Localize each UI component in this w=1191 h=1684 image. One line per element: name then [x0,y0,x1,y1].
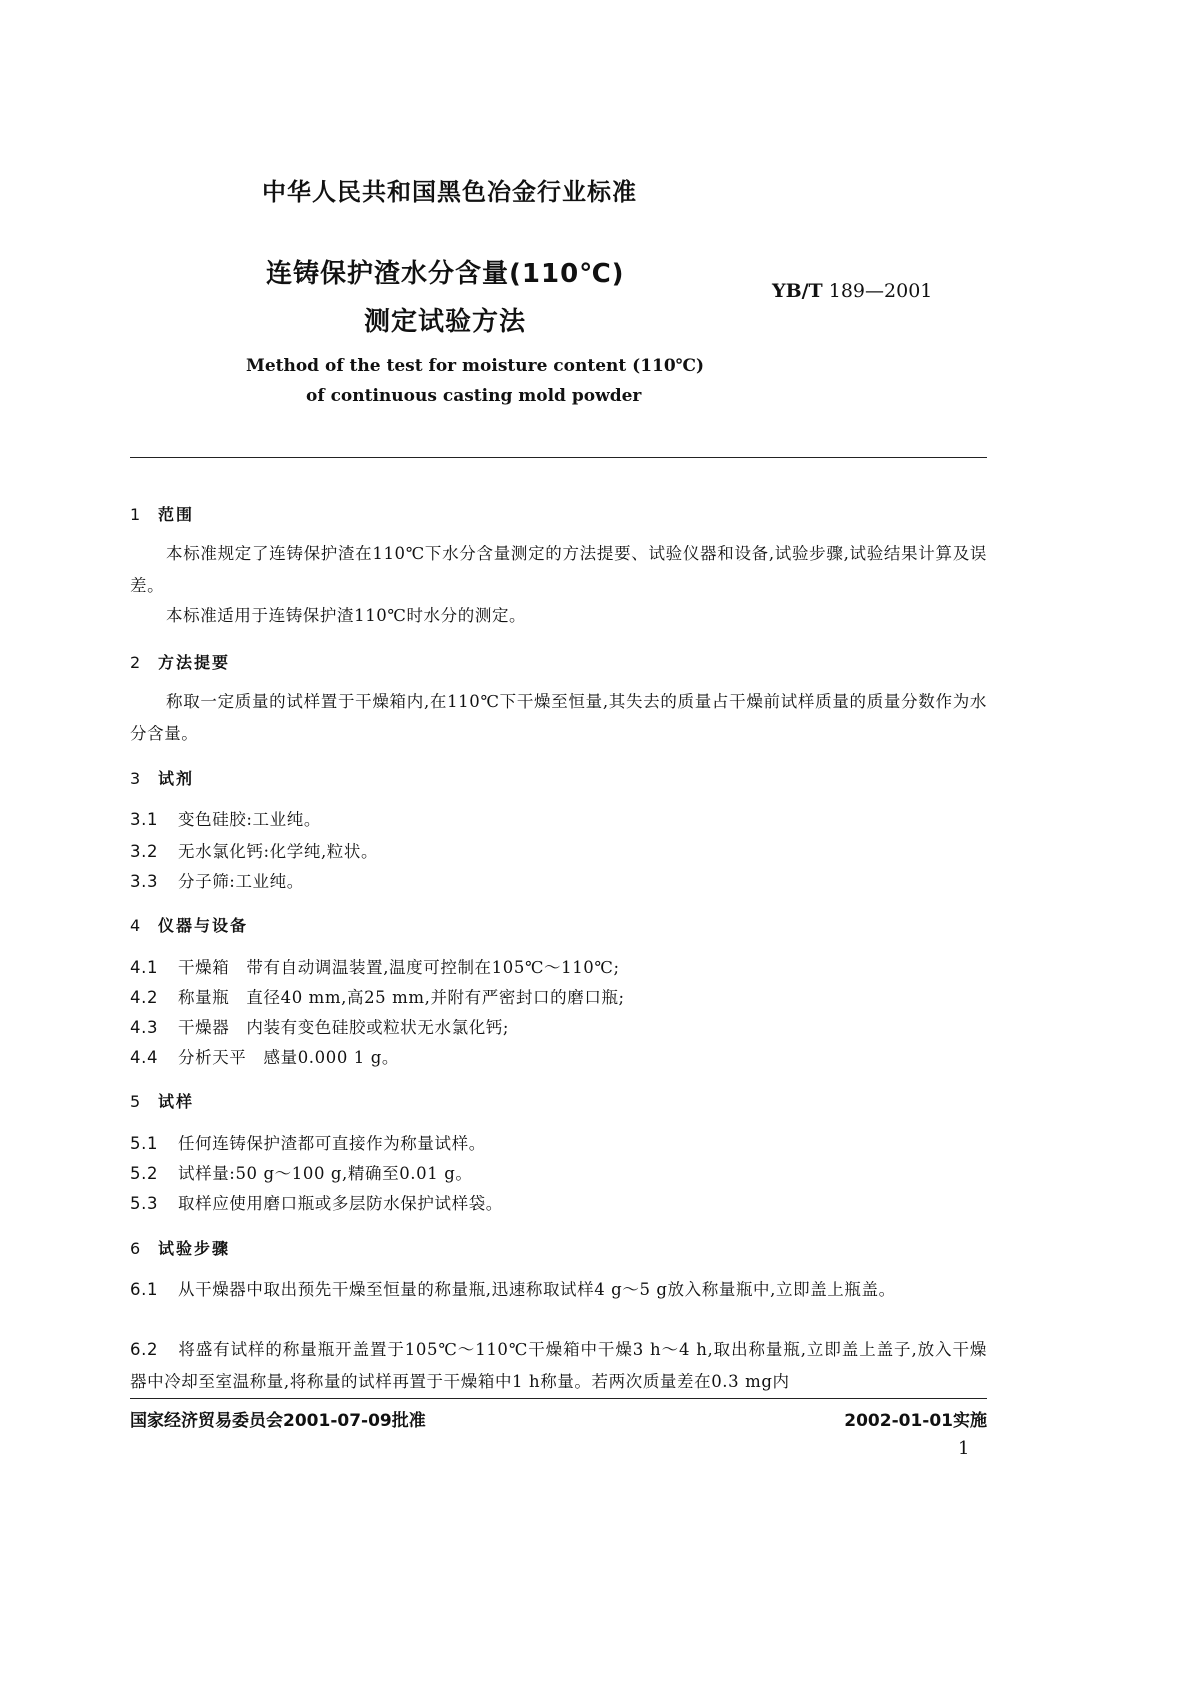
list-item [130,1042,987,1074]
footer-divider [130,1398,987,1399]
section-title: 方法提要 [158,653,231,672]
item-text: 任何连铸保护渣都可直接作为称量试样。 [178,1134,486,1153]
item-text: 分子筛:工业纯。 [178,872,304,891]
list-item [130,982,987,1014]
standard-prefix: YB/T [772,280,823,302]
item-number: 3.3 [130,872,159,891]
list-item [130,952,987,984]
approval-note: 国家经济贸易委员会2001-07-09批准 [130,1411,426,1431]
list-item [130,866,987,898]
header-divider [130,457,987,458]
list-item [130,1128,987,1160]
item-number: 5.2 [130,1164,159,1183]
title-cn-line1: 连铸保护渣水分含量(110℃) [266,259,625,289]
item-number: 4.1 [130,958,159,977]
section-number: 6 [130,1239,141,1258]
section-title: 试样 [158,1092,195,1111]
item-text: 试样量:50 g～100 g,精确至0.01 g。 [178,1164,473,1183]
item-text: 称量瓶 直径40 mm,高25 mm,并附有严密封口的磨口瓶; [178,988,625,1007]
page-number: 1 [958,1438,970,1459]
item-number: 6.1 [130,1280,159,1299]
list-item [130,804,987,836]
section-1-paragraph-2: 本标准适用于连铸保护渣110℃时水分的测定。 [166,606,527,625]
title-en-line1: Method of the test for moisture content (110℃) [246,356,705,376]
item-number: 4.2 [130,988,159,1007]
section-1-heading [130,502,194,525]
item-text: 干燥器 内装有变色硅胶或粒状无水氯化钙; [178,1018,510,1037]
item-text: 将盛有试样的称量瓶开盖置于105℃～110℃干燥箱中干燥3 h～4 h,取出称量瓶,立即盖上盖子,放入干燥器中冷却至室温称量,将称量的试样再置于干燥箱中1 h称量。若两次质量差在0.3 mg内 [130,1340,987,1391]
title-cn-line2: 测定试验方法 [364,307,527,337]
section-2-heading [130,650,230,673]
section-3-heading [130,766,194,789]
item-number: 6.2 [130,1340,159,1359]
item-number: 3.1 [130,810,159,829]
item-number: 3.2 [130,842,159,861]
list-item [130,1158,987,1190]
implementation-date: 2002-01-01实施 [844,1411,987,1431]
list-item [130,1012,987,1044]
section-number: 3 [130,769,141,788]
section-4-heading [130,913,248,936]
section-title: 仪器与设备 [158,916,249,935]
section-title: 试验步骤 [158,1239,231,1258]
item-text: 分析天平 感量0.000 1 g。 [178,1048,399,1067]
item-number: 4.4 [130,1048,159,1067]
section-title: 试剂 [158,769,195,788]
item-number: 5.3 [130,1194,159,1213]
section-number: 5 [130,1092,141,1111]
list-item [130,836,987,868]
list-item [130,1274,987,1306]
section-number: 2 [130,653,141,672]
item-text: 从干燥器中取出预先干燥至恒量的称量瓶,迅速称取试样4 g～5 g放入称量瓶中,立即盖上瓶盖。 [178,1280,896,1299]
item-number: 4.3 [130,1018,159,1037]
standard-number [772,280,932,302]
section-2-paragraph-1: 称取一定质量的试样置于干燥箱内,在110℃下干燥至恒量,其失去的质量占干燥前试样质量的质量分数作为水分含量。 [130,692,987,743]
title-en-line2: of continuous casting mold powder [306,386,642,406]
section-5-heading [130,1089,194,1112]
standard-header: 中华人民共和国黑色冶金行业标准 [262,178,637,206]
item-text: 变色硅胶:工业纯。 [178,810,321,829]
section-6-heading [130,1236,230,1259]
list-item [130,1334,987,1398]
item-text: 干燥箱 带有自动调温装置,温度可控制在105℃～110℃; [178,958,620,977]
list-item [130,1188,987,1220]
standard-code: 189—2001 [828,280,933,302]
item-number: 5.1 [130,1134,159,1153]
section-title: 范围 [158,505,195,524]
item-text: 取样应使用磨口瓶或多层防水保护试样袋。 [178,1194,503,1213]
section-1-paragraph-1: 本标准规定了连铸保护渣在110℃下水分含量测定的方法提要、试验仪器和设备,试验步骤,试验结果计算及误差。 [130,544,987,595]
section-number: 1 [130,505,141,524]
section-number: 4 [130,916,141,935]
item-text: 无水氯化钙:化学纯,粒状。 [178,842,379,861]
